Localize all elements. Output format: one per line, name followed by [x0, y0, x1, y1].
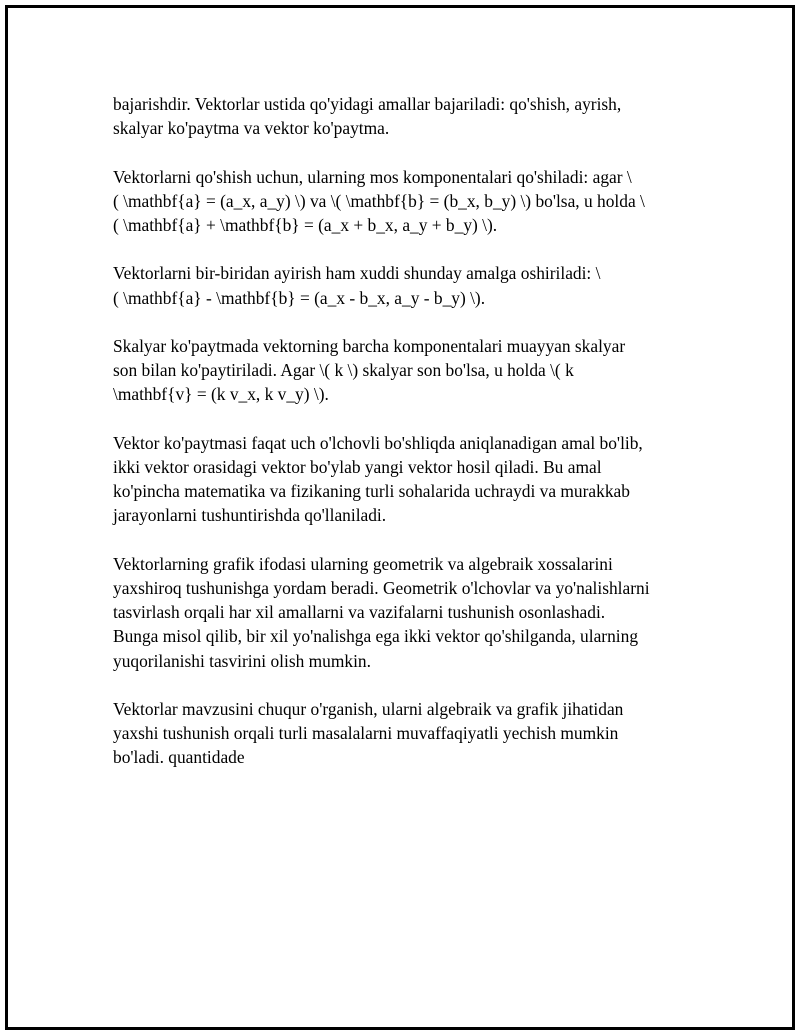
text-line: Bunga misol qilib, bir xil yo'nalishga ega ikki vektor qo'shilganda, ularning [113, 626, 639, 647]
text-line: ( \mathbf{a} + \mathbf{b} = (a_x + b_x, a_y + b_y) \). [113, 215, 498, 235]
paragraph-3 [113, 261, 693, 309]
paragraph-7 [113, 697, 693, 770]
paragraph-6 [113, 552, 693, 673]
text-line: bo'ladi. quantidade [113, 747, 245, 768]
text-line: Vektorlarning grafik ifodasi ularning geometrik va algebraik xossalarini [113, 553, 613, 574]
text-line: yuqorilanishi tasvirini olish mumkin. [113, 650, 371, 671]
document-body [113, 92, 693, 794]
text-line: tasvirlash orqali har xil amallarni va vazifalarni tushunish osonlashadi. [113, 602, 606, 623]
paragraph-5 [113, 431, 693, 528]
paragraph-1 [113, 92, 693, 140]
text-line: ko'pincha matematika va fizikaning turli sohalarida uchraydi va murakkab [113, 481, 630, 502]
text-line: \mathbf{v} = (k v_x, k v_y) \). [113, 384, 329, 405]
paragraph-2 [113, 165, 693, 238]
text-line: Skalyar ko'paytmada vektorning barcha komponentalari muayyan skalyar [113, 335, 626, 356]
text-line: ( \mathbf{a} - \mathbf{b} = (a_x - b_x, a_y - b_y) \). [113, 287, 486, 308]
text-line: skalyar ko'paytma va vektor ko'paytma. [113, 118, 390, 139]
paragraph-4 [113, 334, 693, 407]
text-line: jarayonlarni tushuntirishda qo'llaniladi. [113, 505, 387, 526]
text-line: ikki vektor orasidagi vektor bo'ylab yangi vektor hosil qiladi. Bu amal [113, 456, 602, 477]
text-line: ( \mathbf{a} = (a_x, a_y) \) va \( \mathbf{b} = (b_x, b_y) \) bo'lsa, u holda \ [113, 190, 645, 211]
text-line: bajarishdir. Vektorlar ustida qo'yidagi amallar bajariladi: qo'shish, ayrish, [113, 94, 622, 114]
text-line: Vektorlar mavzusini chuqur o'rganish, ularni algebraik va grafik jihatidan [113, 698, 624, 719]
text-line: son bilan ko'paytiriladi. Agar \( k \) skalyar son bo'lsa, u holda \( k [113, 360, 574, 381]
text-line: yaxshiroq tushunishga yordam beradi. Geometrik o'lchovlar va yo'nalishlarni [113, 577, 650, 598]
text-line: yaxshi tushunish orqali turli masalalarni muvaffaqiyatli yechish mumkin [113, 723, 619, 744]
text-line: Vektor ko'paytmasi faqat uch o'lchovli bo'shliqda aniqlanadigan amal bo'lib, [113, 432, 643, 453]
text-line: Vektorlarni qo'shish uchun, ularning mos komponentalari qo'shiladi: agar \ [113, 166, 632, 187]
text-line: Vektorlarni bir-biridan ayirish ham xuddi shunday amalga oshiriladi: \ [113, 263, 601, 284]
